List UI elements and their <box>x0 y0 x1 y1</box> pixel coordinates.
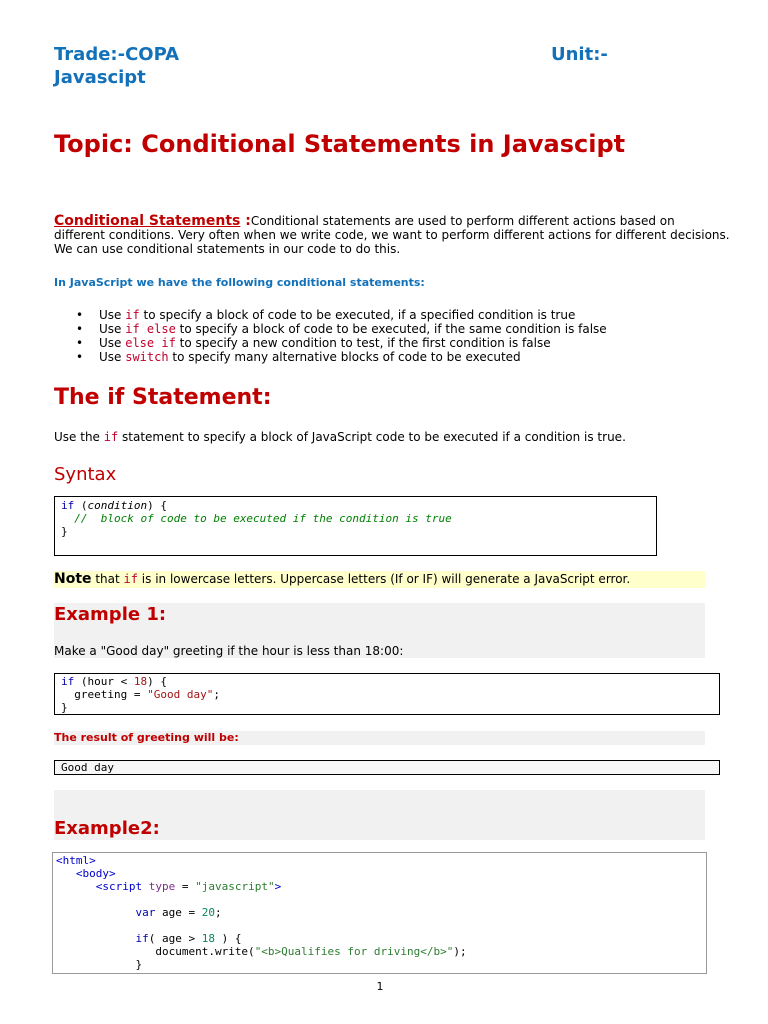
intro-line1: Conditional statements are used to perform different actions based on <box>250 214 675 228</box>
list-item: • Use if else to specify a block of code to be executed, if the same condition is false <box>54 322 607 336</box>
page-number: 1 <box>376 980 384 993</box>
conditional-list-heading: In JavaScript we have the following conditional statements: <box>54 276 425 289</box>
example2-code-block: <html> <body> <script type = "javascript"> var age = 20; if( age > 18 ) { document.write("<b>Qualifies for driving</b>"); } <box>52 852 707 974</box>
list-item: • Use switch to specify many alternative blocks of code to be executed <box>54 350 607 364</box>
result-label: The result of greeting will be: <box>54 731 239 744</box>
intro-colon: : <box>240 213 251 229</box>
example1-description: Make a "Good day" greeting if the hour is less than 18:00: <box>54 644 404 658</box>
example1-heading: Example 1: <box>54 604 167 625</box>
list-item: • Use else if to specify a new condition to test, if the first condition is false <box>54 336 607 350</box>
result-output-box: Good day <box>54 760 720 775</box>
intro-paragraph <box>54 213 730 256</box>
note-label: Note <box>54 571 92 587</box>
intro-line2: different conditions. Very often when we write code, we want to perform different actions for different decisions. <box>54 228 730 242</box>
list-item: • Use if to specify a block of code to be executed, if a specified condition is true <box>54 308 607 322</box>
topic-title: Topic: Conditional Statements in Javascipt <box>54 130 626 158</box>
note-text: Note that if is in lowercase letters. Uppercase letters (If or IF) will generate a JavaScript error. <box>54 571 631 587</box>
conditional-statements-list <box>54 308 607 364</box>
example1-code-block: if (hour < 18) { greeting = "Good day"; } <box>54 673 720 715</box>
if-statement-heading: The if Statement: <box>54 385 272 410</box>
intro-term: Conditional Statements <box>54 213 241 229</box>
trade-label: Trade:-COPA <box>54 44 180 65</box>
example2-heading: Example2: <box>54 818 160 839</box>
intro-line3: We can use conditional statements in our code to do this. <box>54 242 401 256</box>
subject-label: Javascipt <box>54 67 146 88</box>
syntax-heading: Syntax <box>54 464 117 485</box>
if-statement-description: Use the if statement to specify a block of JavaScript code to be executed if a condition is true. <box>54 430 626 444</box>
syntax-code-block: if (condition) { // block of code to be executed if the condition is true } <box>54 496 657 556</box>
unit-label: Unit:- <box>551 44 608 65</box>
